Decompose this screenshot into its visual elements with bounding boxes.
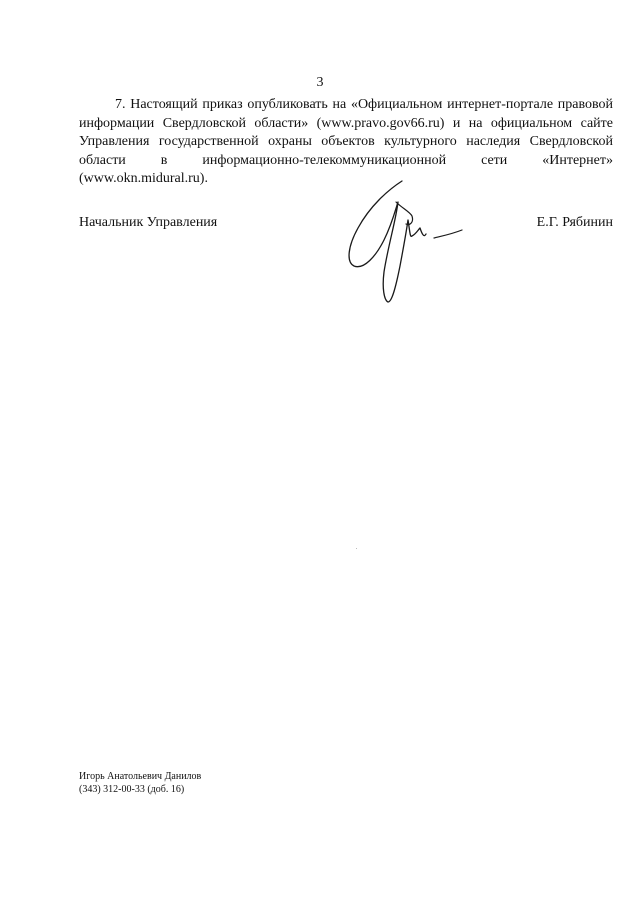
page-number: 3: [316, 75, 324, 90]
signer-title: Начальник Управления: [79, 215, 218, 230]
signature-stroke-tail: [434, 230, 462, 238]
handwritten-signature: [340, 176, 470, 306]
scan-speck: [356, 548, 357, 549]
signer-name: Е.Г. Рябинин: [536, 215, 613, 230]
contact-info: [79, 771, 201, 796]
signature-stroke-loop: [396, 202, 413, 225]
contact-name: Игорь Анатольевич Данилов: [79, 771, 202, 782]
contact-phone: (343) 312-00-33 (доб. 16): [79, 783, 185, 795]
body-paragraph: 7. Настоящий приказ опубликовать на «Официальном интернет-портале правовой информации Свердловской области» (www.pravo.gov66.ru) и на официальном сайте Управления государственной охраны объектов культурного наследия Свердловской области в информационно-телекоммуникационной сети «Интернет» (www.okn.midural.ru).: [79, 97, 613, 186]
signature-stroke-main: [349, 181, 426, 302]
